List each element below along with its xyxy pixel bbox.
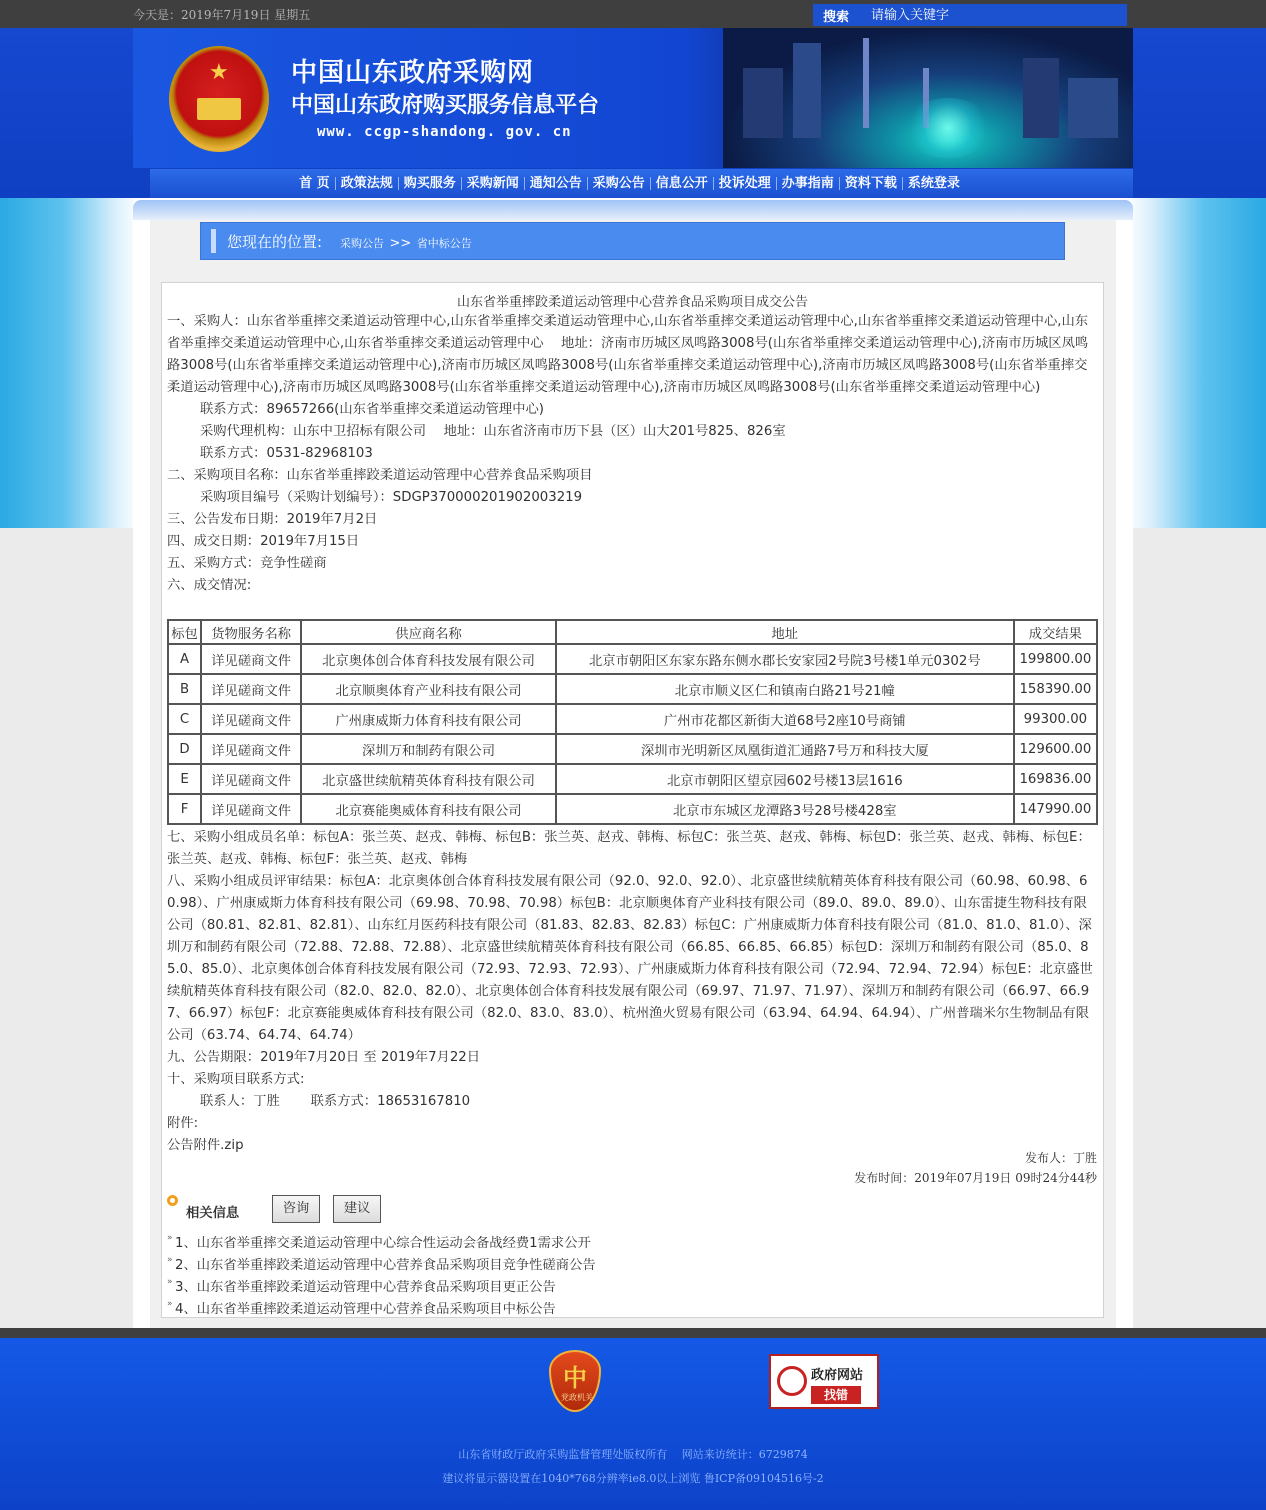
contact-info: 联系人：丁胜 联系方式：18653167810 bbox=[200, 1094, 471, 1109]
table-row bbox=[168, 794, 1097, 824]
deal-heading: 六、成交情况: bbox=[167, 578, 252, 593]
cell-goods: 详见磋商文件 bbox=[201, 734, 301, 764]
icp-line: 建议将显示器设置在1040*768分辨率ie8.0以上浏览 鲁ICP备09104516号-2 bbox=[442, 1472, 824, 1485]
table-row bbox=[168, 674, 1097, 704]
breadcrumb-item-provincial-award[interactable]: 省中标公告 bbox=[416, 237, 472, 250]
cell-result: 199800.00 bbox=[1014, 644, 1097, 674]
breadcrumb-prefix: 您现在的位置: bbox=[227, 233, 323, 251]
party-govt-badge-icon[interactable]: 中 党政机关 bbox=[549, 1350, 601, 1412]
col-header-address: 地址 bbox=[556, 620, 1014, 644]
cell-goods: 详见磋商文件 bbox=[201, 704, 301, 734]
notice-period: 九、公告期限：2019年7月20日 至 2019年7月22日 bbox=[167, 1050, 481, 1065]
cell-result: 147990.00 bbox=[1014, 794, 1097, 824]
city-fountain-image bbox=[723, 28, 1133, 168]
related-link[interactable]: » 1、山东省举重摔交柔道运动管理中心综合性运动会备战经费1需求公开 bbox=[167, 1233, 591, 1251]
cell-goods: 详见磋商文件 bbox=[201, 794, 301, 824]
cell-address: 北京市朝阳区东家东路东侧水郡长安家园2号院3号楼1单元0302号 bbox=[556, 644, 1014, 674]
site-title: 中国山东政府采购网 bbox=[291, 58, 535, 88]
cell-address: 北京市东城区龙潭路3号28号楼428室 bbox=[556, 794, 1014, 824]
notice-document bbox=[161, 282, 1104, 1318]
table-header-row bbox=[168, 620, 1097, 644]
current-date: 今天是：2019年7月19日 星期五 bbox=[133, 8, 311, 22]
related-list bbox=[167, 1233, 1087, 1321]
breadcrumb-separator: >> bbox=[389, 236, 412, 251]
publisher: 发布人：丁胜 bbox=[1024, 1151, 1097, 1165]
deal-date: 四、成交日期：2019年7月15日 bbox=[167, 534, 360, 549]
publish-time: 发布时间：2019年07月19日 09时24分44秒 bbox=[854, 1171, 1097, 1185]
attachment-link[interactable]: 公告附件.zip bbox=[167, 1138, 244, 1153]
suggest-button[interactable]: 建议 bbox=[333, 1195, 381, 1223]
purchaser-contact: 联系方式：89657266(山东省举重摔交柔道运动管理中心) bbox=[200, 402, 544, 417]
consult-button[interactable]: 咨询 bbox=[272, 1195, 320, 1223]
review-results: 八、采购小组成员评审结果：标包A：北京奥体创合体育科技发展有限公司（92.0、92.0、92.0）、北京盛世续航精英体育科技有限公司（60.98、60.98、60.98）、广州康威斯力体育科技有限公司（69.98、70.98、70.98）标包B：北京顺奥体育产业科技有限公司（89.0、89.0、89.0）、山东雷捷生物科技有限公司（80.81、82.81、82.81）、山东红月医药科技有限公司（81.83、82.83、82.83）标包C：广州康威斯力体育科技有限公司（81.0、81.0、81.0）、深圳万和制药有限公司（72.88、72.88、72.88）、北京盛世续航精英体育科技有限公司（66.85、66.85、66.85）标包D：深圳万和制药有限公司（85.0、85.0、85.0）、北京奥体创合体育科技发展有限公司（72.93、72.93、72.93）、广州康威斯力体育科技有限公司（72.94、72.94、72.94）标包E：北京盛世续航精英体育科技有限公司（82.0、82.0、82.0）、北京奥体创合体育科技发展有限公司（69.97、71.97、71.97）、深圳万和制药有限公司（66.97、66.97、66.97）标包F：北京赛能奥威体育科技有限公司（82.0、83.0、83.0）、杭州渔火贸易有限公司（63.94、64.94、64.94）、广州普瑞米尔生物制品有限公司（63.74、64.74、64.74） bbox=[167, 874, 1093, 1043]
nav-home[interactable]: 首 页 bbox=[299, 176, 330, 191]
panel-members: 七、采购小组成员名单：标包A：张兰英、赵戎、韩梅、标包B：张兰英、赵戎、韩梅、标包C：张兰英、赵戎、韩梅、标包D：张兰英、赵戎、韩梅、标包E：张兰英、赵戎、韩梅、标包F：张兰英、赵戎、韩梅 bbox=[167, 830, 1091, 867]
magnifier-icon bbox=[777, 1366, 807, 1396]
contact-heading: 十、采购项目联系方式: bbox=[167, 1072, 305, 1087]
cell-address: 深圳市光明新区凤凰街道汇通路7号万和科技大厦 bbox=[556, 734, 1014, 764]
table-row bbox=[168, 644, 1097, 674]
col-header-result: 成交结果 bbox=[1014, 620, 1097, 644]
search-button[interactable]: 搜索 bbox=[823, 10, 850, 25]
double-arrow-icon: » bbox=[167, 1255, 173, 1265]
cell-package: A bbox=[168, 644, 201, 674]
nav-downloads[interactable]: 资料下载 bbox=[844, 176, 897, 191]
main-nav bbox=[150, 169, 1133, 199]
breadcrumb-item-announcements[interactable]: 采购公告 bbox=[340, 237, 384, 250]
cell-package: B bbox=[168, 674, 201, 704]
cell-result: 158390.00 bbox=[1014, 674, 1097, 704]
attachment-label: 附件: bbox=[167, 1116, 199, 1131]
publish-date: 三、公告发布日期：2019年7月2日 bbox=[167, 512, 378, 527]
purchaser-info: 一、采购人：山东省举重摔交柔道运动管理中心,山东省举重摔交柔道运动管理中心,山东省举重摔交柔道运动管理中心,山东省举重摔交柔道运动管理中心,山东省举重摔交柔道运动管理中心,山东省举重摔交柔道运动管理中心 地址：济南市历城区凤鸣路3008号(山东省举重摔交柔道运动管理中心),济南市历城区凤鸣路3008号(山东省举重摔交柔道运动管理中心),济南市历城区凤鸣路3008号(山东省举重摔交柔道运动管理中心),济南市历城区凤鸣路3008号(山东省举重摔交柔道运动管理中心),济南市历城区凤鸣路3008号(山东省举重摔交柔道运动管理中心),济南市历城区凤鸣路3008号(山东省举重摔交柔道运动管理中心) bbox=[167, 314, 1089, 395]
nav-announcements[interactable]: 采购公告 bbox=[592, 176, 645, 191]
cell-package: D bbox=[168, 734, 201, 764]
related-link[interactable]: » 4、山东省举重摔跤柔道运动管理中心营养食品采购项目中标公告 bbox=[167, 1299, 556, 1317]
table-row bbox=[168, 734, 1097, 764]
col-header-supplier: 供应商名称 bbox=[301, 620, 556, 644]
cell-goods: 详见磋商文件 bbox=[201, 764, 301, 794]
project-name: 二、采购项目名称：山东省举重摔跤柔道运动管理中心营养食品采购项目 bbox=[167, 468, 593, 483]
table-row bbox=[168, 704, 1097, 734]
copyright-line: 山东省财政厅政府采购监督管理处版权所有 网站来访统计：6729874 bbox=[458, 1448, 808, 1461]
cell-address: 北京市顺义区仁和镇南白路21号21幢 bbox=[556, 674, 1014, 704]
gov-site-error-report[interactable]: 政府网站 找错 bbox=[769, 1354, 879, 1409]
search-input[interactable] bbox=[871, 7, 1121, 24]
cell-goods: 详见磋商文件 bbox=[201, 644, 301, 674]
cell-supplier: 北京顺奥体育产业科技有限公司 bbox=[301, 674, 556, 704]
cell-supplier: 深圳万和制药有限公司 bbox=[301, 734, 556, 764]
project-code: 采购项目编号（采购计划编号）：SDGP370000201902003219 bbox=[200, 490, 583, 505]
agency-info: 采购代理机构：山东中卫招标有限公司 地址：山东省济南市历下县（区）山大201号825、826室 bbox=[200, 424, 786, 439]
related-link[interactable]: » 2、山东省举重摔跤柔道运动管理中心营养食品采购项目竞争性磋商公告 bbox=[167, 1255, 596, 1273]
cell-supplier: 北京奥体创合体育科技发展有限公司 bbox=[301, 644, 556, 674]
nav-disclosure[interactable]: 信息公开 bbox=[655, 176, 708, 191]
award-table bbox=[167, 619, 1098, 825]
circle-bullet-icon bbox=[167, 1195, 178, 1206]
cell-supplier: 北京赛能奥威体育科技有限公司 bbox=[301, 794, 556, 824]
double-arrow-icon: » bbox=[167, 1233, 173, 1243]
cell-address: 广州市花都区新街大道68号2座10号商铺 bbox=[556, 704, 1014, 734]
cell-supplier: 广州康威斯力体育科技有限公司 bbox=[301, 704, 556, 734]
col-header-goods: 货物服务名称 bbox=[201, 620, 301, 644]
nav-login[interactable]: 系统登录 bbox=[907, 176, 960, 191]
nav-purchase-service[interactable]: 购买服务 bbox=[403, 176, 456, 191]
agency-contact: 联系方式：0531-82968103 bbox=[200, 446, 373, 461]
search-box bbox=[813, 4, 1127, 26]
nav-complaints[interactable]: 投诉处理 bbox=[718, 176, 771, 191]
purchase-method: 五、采购方式：竞争性磋商 bbox=[167, 556, 327, 571]
site-url: www. ccgp-shandong. gov. cn bbox=[317, 124, 572, 140]
notice-body-continued bbox=[167, 827, 1097, 1157]
nav-guide[interactable]: 办事指南 bbox=[781, 176, 834, 191]
top-bar bbox=[0, 0, 1266, 28]
cell-package: C bbox=[168, 704, 201, 734]
nav-policy[interactable]: 政策法规 bbox=[340, 176, 393, 191]
cell-goods: 详见磋商文件 bbox=[201, 674, 301, 704]
double-arrow-icon: » bbox=[167, 1299, 173, 1309]
cell-result: 169836.00 bbox=[1014, 764, 1097, 794]
nav-notices[interactable]: 通知公告 bbox=[529, 176, 582, 191]
banner bbox=[133, 28, 1133, 168]
cell-result: 129600.00 bbox=[1014, 734, 1097, 764]
cell-result: 99300.00 bbox=[1014, 704, 1097, 734]
cell-supplier: 北京盛世续航精英体育科技有限公司 bbox=[301, 764, 556, 794]
breadcrumb bbox=[200, 222, 1065, 260]
cell-address: 北京市朝阳区望京园602号楼13层1616 bbox=[556, 764, 1014, 794]
double-arrow-icon: » bbox=[167, 1277, 173, 1287]
related-title: 相关信息 bbox=[186, 1206, 240, 1221]
cell-package: E bbox=[168, 764, 201, 794]
nav-news[interactable]: 采购新闻 bbox=[466, 176, 519, 191]
related-link[interactable]: » 3、山东省举重摔跤柔道运动管理中心营养食品采购项目更正公告 bbox=[167, 1277, 556, 1295]
national-emblem-icon: ★ bbox=[169, 46, 269, 152]
site-footer bbox=[0, 1338, 1266, 1510]
content-panel bbox=[133, 200, 1133, 1328]
table-row bbox=[168, 764, 1097, 794]
notice-body bbox=[167, 311, 1097, 597]
col-header-package: 标包 bbox=[168, 620, 201, 644]
site-header bbox=[0, 28, 1266, 198]
notice-title: 山东省举重摔跤柔道运动管理中心营养食品采购项目成交公告 bbox=[456, 295, 808, 310]
cell-package: F bbox=[168, 794, 201, 824]
site-subtitle: 中国山东政府购买服务信息平台 bbox=[291, 93, 600, 118]
